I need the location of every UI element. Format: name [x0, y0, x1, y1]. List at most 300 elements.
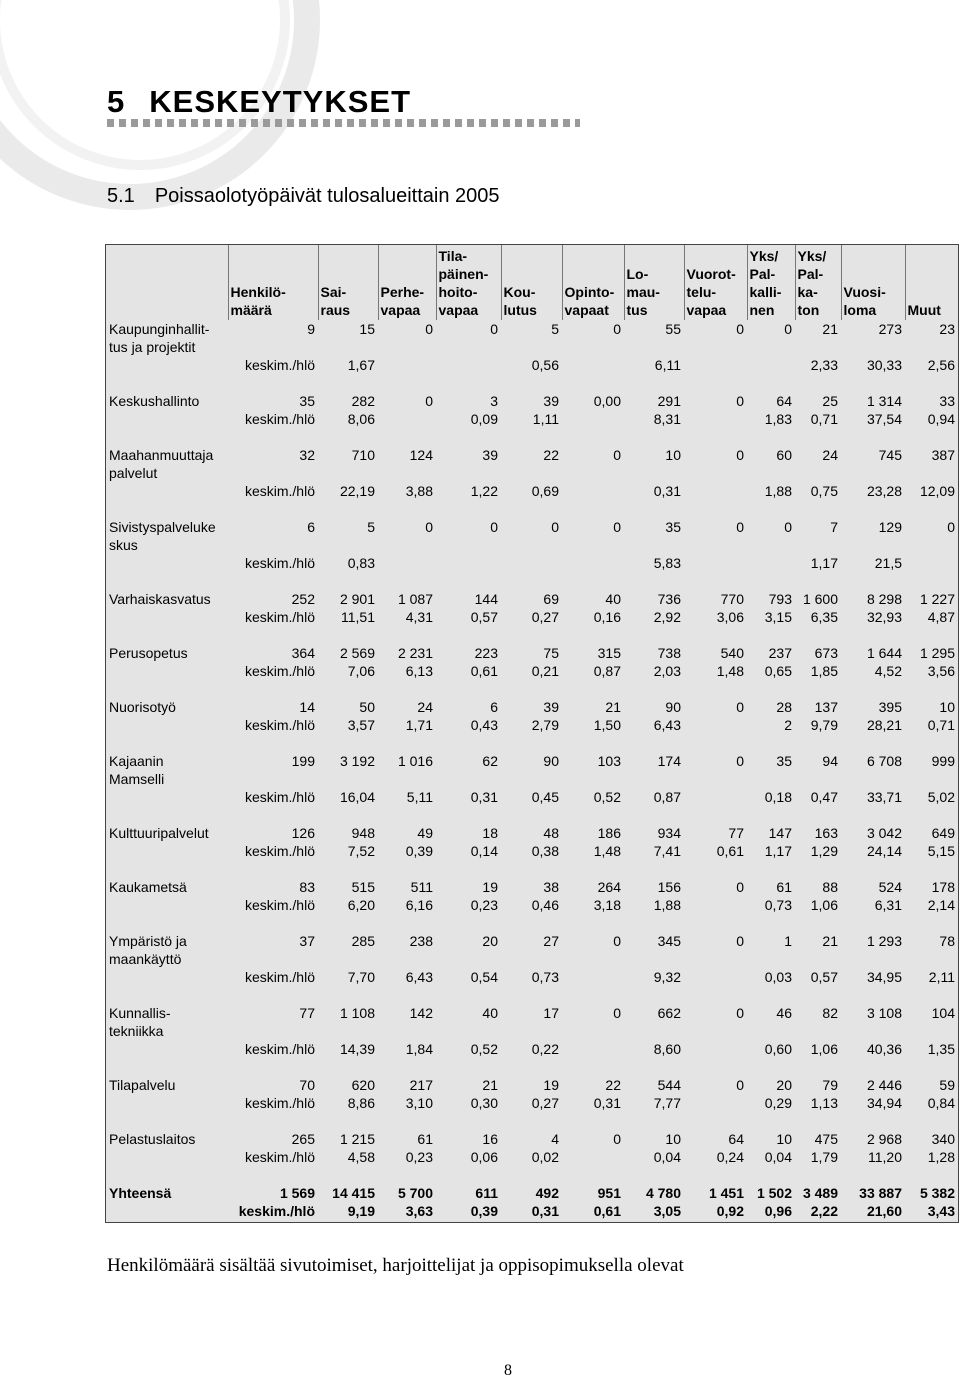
row-label — [106, 716, 228, 734]
table-cell: 5,15 — [927, 843, 955, 859]
table-cell: 0,09 — [470, 411, 498, 427]
table-cell: 6,11 — [654, 357, 681, 373]
table-cell: 0 — [613, 321, 621, 337]
table-cell: 3 042 — [866, 825, 902, 841]
table-cell — [562, 1040, 624, 1058]
table-cell: 14 415 — [332, 1185, 375, 1201]
group-gap — [106, 1058, 958, 1076]
table-cell: 5 — [551, 321, 559, 337]
table-cell: 129 — [878, 519, 902, 535]
table-cell: 126 — [291, 825, 315, 841]
table-cell: 1 644 — [866, 645, 902, 661]
table-cell: 265 — [291, 1131, 315, 1147]
table-cell: 78 — [939, 933, 955, 949]
row-label-line: Yhteensä — [109, 1185, 172, 1201]
table-cell: 3,06 — [716, 609, 744, 625]
table-cell: 0,04 — [653, 1149, 681, 1165]
table-cell: 3 192 — [339, 753, 375, 769]
table-cell: 6,16 — [405, 897, 433, 913]
table-cell: 0,47 — [810, 789, 838, 805]
table-row-total — [106, 752, 958, 788]
table-cell: 0 — [736, 321, 744, 337]
row-label — [106, 1202, 228, 1220]
table-cell: 0,39 — [405, 843, 433, 859]
table-cell: 1,13 — [810, 1095, 838, 1111]
table-cell: 0 — [784, 519, 792, 535]
column-header-line: päinen- — [438, 266, 489, 282]
table-cell: 710 — [351, 447, 375, 463]
page-number: 8 — [504, 1362, 512, 1379]
column-header — [228, 245, 318, 320]
table-cell: 3,57 — [347, 717, 375, 733]
table-cell: 19 — [482, 879, 498, 895]
row-label — [106, 1130, 228, 1148]
table-cell: 4 — [551, 1131, 559, 1147]
table-cell: 124 — [409, 447, 433, 463]
table-cell: 4,58 — [347, 1149, 375, 1165]
table-cell: 1,84 — [405, 1041, 433, 1057]
group-gap — [106, 734, 958, 752]
table-cell: 24 — [417, 699, 433, 715]
table-cell — [501, 554, 562, 572]
table-cell: 544 — [657, 1077, 681, 1093]
table-cell: 1,88 — [653, 897, 681, 913]
row-label-line: Kaukametsä — [109, 879, 187, 895]
table-cell: 48 — [543, 825, 559, 841]
table-row-average — [106, 482, 958, 500]
column-header-line: Yks/ — [797, 248, 827, 264]
row-label-line: maankäyttö — [109, 951, 182, 967]
table-cell: 1,85 — [810, 663, 838, 679]
table-cell: 75 — [543, 645, 559, 661]
table-cell: 50 — [359, 699, 375, 715]
table-row-total — [106, 824, 958, 842]
table-cell: 0,39 — [470, 1203, 498, 1219]
table-cell: 0,27 — [531, 1095, 559, 1111]
table-cell: 39 — [543, 393, 559, 409]
table-cell: 0 — [736, 447, 744, 463]
row-label-line: palvelut — [109, 465, 158, 481]
table-cell: 2,56 — [927, 357, 955, 373]
table-row-average — [106, 716, 958, 734]
table-cell: 104 — [931, 1005, 955, 1021]
table-cell: 40 — [482, 1005, 498, 1021]
table-cell: 2,11 — [928, 969, 955, 985]
table-cell: 0,84 — [927, 1095, 955, 1111]
table-cell: 8,86 — [347, 1095, 375, 1111]
table-cell: 137 — [814, 699, 838, 715]
table-cell: 6,13 — [405, 663, 433, 679]
table-cell: 8 298 — [866, 591, 902, 607]
table-cell: 18 — [482, 825, 498, 841]
table-cell: 770 — [720, 591, 744, 607]
table-cell: 4,52 — [874, 663, 902, 679]
column-header-line: vapaat — [564, 302, 609, 318]
table-cell: 46 — [776, 1005, 792, 1021]
table-cell: 0,69 — [531, 483, 559, 499]
column-header-line: Yks/ — [749, 248, 779, 264]
table-cell — [562, 968, 624, 986]
table-cell: 0 — [947, 519, 955, 535]
table-cell: 21 — [822, 933, 838, 949]
table-cell: 24 — [822, 447, 838, 463]
table-cell: 20 — [482, 933, 498, 949]
row-label — [106, 932, 228, 968]
table-cell: 1 600 — [802, 591, 838, 607]
table-cell: 1,83 — [764, 411, 792, 427]
table-cell: 1,11 — [532, 411, 559, 427]
table-cell — [684, 1040, 747, 1058]
table-cell: 0,52 — [593, 789, 621, 805]
table-cell: 662 — [657, 1005, 681, 1021]
table-cell: 23 — [939, 321, 955, 337]
table-cell: 0,61 — [470, 663, 498, 679]
table-cell: 0,94 — [927, 411, 955, 427]
table-cell: 21,5 — [874, 555, 902, 571]
column-header-line: Lo- — [626, 266, 649, 282]
table-row-total — [106, 1130, 958, 1148]
table-cell: 3 108 — [866, 1005, 902, 1021]
table-cell: 285 — [351, 933, 375, 949]
column-header-line: ton — [797, 302, 820, 318]
table-cell: 5,02 — [927, 789, 955, 805]
table-cell: 0 — [784, 321, 792, 337]
table-cell: 10 — [776, 1131, 792, 1147]
table-cell: 0 — [551, 519, 559, 535]
average-label: keskim./hlö — [244, 717, 315, 733]
column-header — [436, 245, 501, 320]
row-label — [106, 320, 228, 356]
row-label — [106, 1148, 228, 1166]
table-cell: 2 569 — [339, 645, 375, 661]
table-cell: 492 — [535, 1185, 559, 1201]
table-cell — [684, 896, 747, 914]
row-label — [106, 356, 228, 374]
table-cell: 90 — [543, 753, 559, 769]
column-header — [378, 245, 436, 320]
table-cell: 793 — [768, 591, 792, 607]
table-cell: 217 — [409, 1077, 433, 1093]
table-cell: 1,71 — [405, 717, 433, 733]
column-header-line: Kou- — [503, 284, 536, 300]
table-cell: 237 — [768, 645, 792, 661]
table-cell: 999 — [931, 753, 955, 769]
table-cell: 7,77 — [653, 1095, 681, 1111]
row-label-line: Kaupunginhallit- — [109, 321, 210, 337]
group-gap — [106, 860, 958, 878]
group-gap — [106, 374, 958, 392]
table-cell: 2,22 — [810, 1203, 838, 1219]
table-cell: 0 — [736, 933, 744, 949]
table-cell: 6 708 — [866, 753, 902, 769]
table-cell: 174 — [657, 753, 681, 769]
table-cell: 1,50 — [593, 717, 621, 733]
table-cell: 11,20 — [868, 1149, 902, 1165]
table-row-total — [106, 698, 958, 716]
table-cell: 59 — [939, 1077, 955, 1093]
table-cell: 21 — [605, 699, 621, 715]
table-cell: 9 — [307, 321, 315, 337]
table-cell: 82 — [822, 1005, 838, 1021]
row-label — [106, 518, 228, 554]
group-gap — [106, 500, 958, 518]
row-label-line: skus — [109, 537, 138, 553]
table-cell: 62 — [482, 753, 498, 769]
row-label — [106, 878, 228, 896]
table-cell: 673 — [814, 645, 838, 661]
column-header-line: Sai- — [320, 284, 347, 300]
table-cell: 20 — [776, 1077, 792, 1093]
column-header — [684, 245, 747, 320]
table-cell — [436, 554, 501, 572]
table-cell: 22,19 — [339, 483, 375, 499]
table-cell: 3,88 — [405, 483, 433, 499]
table-cell: 77 — [299, 1005, 315, 1021]
table-cell: 14 — [299, 699, 315, 715]
table-row-average — [106, 896, 958, 914]
table-cell: 0,92 — [716, 1203, 744, 1219]
column-header-line: nen — [749, 302, 775, 318]
table-cell: 0 — [736, 753, 744, 769]
table-cell: 223 — [474, 645, 498, 661]
table-cell: 40 — [605, 591, 621, 607]
table-cell: 0 — [613, 519, 621, 535]
table-cell: 7,41 — [653, 843, 681, 859]
table-cell: 5,83 — [653, 555, 681, 571]
table-row-average — [106, 968, 958, 986]
table-cell: 0,73 — [764, 897, 792, 913]
table-cell: 0 — [425, 321, 433, 337]
table-row-total — [106, 446, 958, 482]
table-cell: 1,28 — [927, 1149, 955, 1165]
table-cell: 1 215 — [339, 1131, 375, 1147]
average-label: keskim./hlö — [244, 1149, 315, 1165]
table-cell: 0 — [736, 393, 744, 409]
table-cell: 540 — [720, 645, 744, 661]
table-cell: 1 295 — [919, 645, 955, 661]
table-cell: 273 — [878, 321, 902, 337]
table-cell — [378, 410, 436, 428]
chapter-number: 5 — [107, 84, 126, 119]
column-header-line: telu- — [686, 284, 717, 300]
table-cell: 0 — [490, 321, 498, 337]
table-row-total — [106, 644, 958, 662]
row-label — [106, 482, 228, 500]
table-cell: 0,45 — [531, 789, 559, 805]
table-cell: 186 — [597, 825, 621, 841]
table-cell: 0,30 — [470, 1095, 498, 1111]
group-gap — [106, 680, 958, 698]
column-header-line: Vuorot- — [686, 266, 736, 282]
table-cell: 0,61 — [716, 843, 744, 859]
column-header-line: Henkilö- — [230, 284, 286, 300]
table-cell: 3,56 — [927, 663, 955, 679]
table-cell: 39 — [543, 699, 559, 715]
table-cell: 1,17 — [810, 555, 838, 571]
column-header — [905, 245, 958, 320]
table-cell — [562, 1148, 624, 1166]
table-cell: 3,63 — [405, 1203, 433, 1219]
table-cell: 39 — [482, 447, 498, 463]
group-gap — [106, 914, 958, 932]
table-cell: 0 — [736, 1005, 744, 1021]
table-cell: 951 — [597, 1185, 621, 1201]
table-cell: 745 — [878, 447, 902, 463]
table-cell: 0,14 — [470, 843, 498, 859]
row-label — [106, 1040, 228, 1058]
table-cell: 27 — [543, 933, 559, 949]
table-cell: 6 — [307, 519, 315, 535]
table-row-total — [106, 320, 958, 356]
table-cell: 0,00 — [593, 393, 621, 409]
absence-table-grid — [106, 245, 958, 1220]
column-header-line: vapaa — [380, 302, 421, 318]
row-label-line: Sivistyspalveluke — [109, 519, 216, 535]
table-cell: 28,21 — [866, 717, 902, 733]
table-row-total — [106, 590, 958, 608]
table-cell: 1,48 — [593, 843, 621, 859]
table-cell: 0,16 — [593, 609, 621, 625]
table-row-average — [106, 410, 958, 428]
table-cell: 10 — [665, 1131, 681, 1147]
table-cell: 12,09 — [919, 483, 955, 499]
row-label — [106, 752, 228, 788]
table-cell: 475 — [814, 1131, 838, 1147]
table-cell: 0,83 — [347, 555, 375, 571]
table-cell: 0,87 — [653, 789, 681, 805]
table-cell: 649 — [931, 825, 955, 841]
average-label: keskim./hlö — [244, 483, 315, 499]
group-gap — [106, 1112, 958, 1130]
row-label-line: Tilapalvelu — [109, 1077, 176, 1093]
table-cell: 1 087 — [397, 591, 433, 607]
table-cell: 21 — [822, 321, 838, 337]
row-label — [106, 1094, 228, 1112]
table-row-average — [106, 1040, 958, 1058]
column-header-line: loma — [843, 302, 877, 318]
table-cell: 21 — [482, 1077, 498, 1093]
table-cell: 0,31 — [593, 1095, 621, 1111]
table-cell: 1 016 — [397, 753, 433, 769]
table-cell: 387 — [931, 447, 955, 463]
table-cell — [684, 1094, 747, 1112]
table-cell: 7,70 — [347, 969, 375, 985]
column-header-line: vapaa — [686, 302, 727, 318]
column-header — [624, 245, 684, 320]
table-cell: 0 — [425, 519, 433, 535]
table-cell: 0,04 — [764, 1149, 792, 1165]
table-cell: 10 — [665, 447, 681, 463]
table-cell: 0,22 — [531, 1041, 559, 1057]
table-cell: 37 — [299, 933, 315, 949]
table-cell: 1,79 — [810, 1149, 838, 1165]
average-label: keskim./hlö — [244, 843, 315, 859]
column-header — [318, 245, 378, 320]
chapter-underline-dots — [107, 119, 580, 127]
table-cell: 0,52 — [470, 1041, 498, 1057]
table-cell: 3,43 — [927, 1203, 955, 1219]
table-cell: 3,18 — [593, 897, 621, 913]
table-cell: 69 — [543, 591, 559, 607]
row-label-line: Pelastuslaitos — [109, 1131, 196, 1147]
table-cell: 38 — [543, 879, 559, 895]
average-label: keskim./hlö — [244, 1095, 315, 1111]
table-cell — [562, 356, 624, 374]
table-cell: 34,95 — [866, 969, 902, 985]
average-label: keskim./hlö — [244, 411, 315, 427]
table-cell: 0,02 — [531, 1149, 559, 1165]
table-cell: 5 700 — [397, 1185, 433, 1201]
table-cell: 88 — [822, 879, 838, 895]
column-header-line: hoito- — [438, 284, 478, 300]
table-cell: 142 — [409, 1005, 433, 1021]
table-cell: 9,79 — [810, 717, 838, 733]
table-cell: 8,06 — [347, 411, 375, 427]
row-label-line: Perusopetus — [109, 645, 188, 661]
row-label — [106, 392, 228, 410]
table-cell — [684, 716, 747, 734]
table-cell: 28 — [776, 699, 792, 715]
table-cell: 1 293 — [866, 933, 902, 949]
table-cell: 60 — [776, 447, 792, 463]
table-cell: 10 — [939, 699, 955, 715]
table-cell: 22 — [543, 447, 559, 463]
row-label — [106, 1076, 228, 1094]
table-cell: 9,32 — [653, 969, 681, 985]
table-cell — [562, 482, 624, 500]
table-cell: 1 — [784, 933, 792, 949]
group-gap — [106, 986, 958, 1004]
table-cell: 0,71 — [810, 411, 838, 427]
table-cell: 0,96 — [764, 1203, 792, 1219]
table-cell: 3,05 — [653, 1203, 681, 1219]
row-label — [106, 698, 228, 716]
table-cell: 0,38 — [531, 843, 559, 859]
column-header-line: Opinto- — [564, 284, 615, 300]
table-cell: 34,94 — [866, 1095, 902, 1111]
column-header-line: kalli- — [749, 284, 782, 300]
chapter-title: KESKEYTYKSET — [149, 84, 412, 119]
table-cell: 33,71 — [866, 789, 902, 805]
header-corner — [106, 245, 228, 320]
table-cell: 94 — [822, 753, 838, 769]
group-gap — [106, 572, 958, 590]
column-header — [501, 245, 562, 320]
table-cell: 238 — [409, 933, 433, 949]
table-cell: 0,18 — [764, 789, 792, 805]
table-cell: 340 — [931, 1131, 955, 1147]
table-cell: 0,24 — [716, 1149, 744, 1165]
table-cell: 8,31 — [653, 411, 681, 427]
table-row-average — [106, 662, 958, 680]
table-cell: 252 — [291, 591, 315, 607]
table-cell — [905, 554, 958, 572]
group-gap — [106, 428, 958, 446]
average-label: keskim./hlö — [244, 969, 315, 985]
row-label — [106, 554, 228, 572]
table-cell: 16,04 — [339, 789, 375, 805]
table-cell: 2 231 — [397, 645, 433, 661]
table-cell: 0,71 — [927, 717, 955, 733]
table-cell: 64 — [776, 393, 792, 409]
table-cell: 0,23 — [470, 897, 498, 913]
table-cell: 0 — [736, 699, 744, 715]
table-cell: 1 569 — [279, 1185, 315, 1201]
table-cell — [562, 554, 624, 572]
table-cell: 0,03 — [764, 969, 792, 985]
table-cell: 7,52 — [347, 843, 375, 859]
footnote: Henkilömäärä sisältää sivutoimiset, harjoittelijat ja oppisopimuksella olevat — [107, 1255, 684, 1276]
